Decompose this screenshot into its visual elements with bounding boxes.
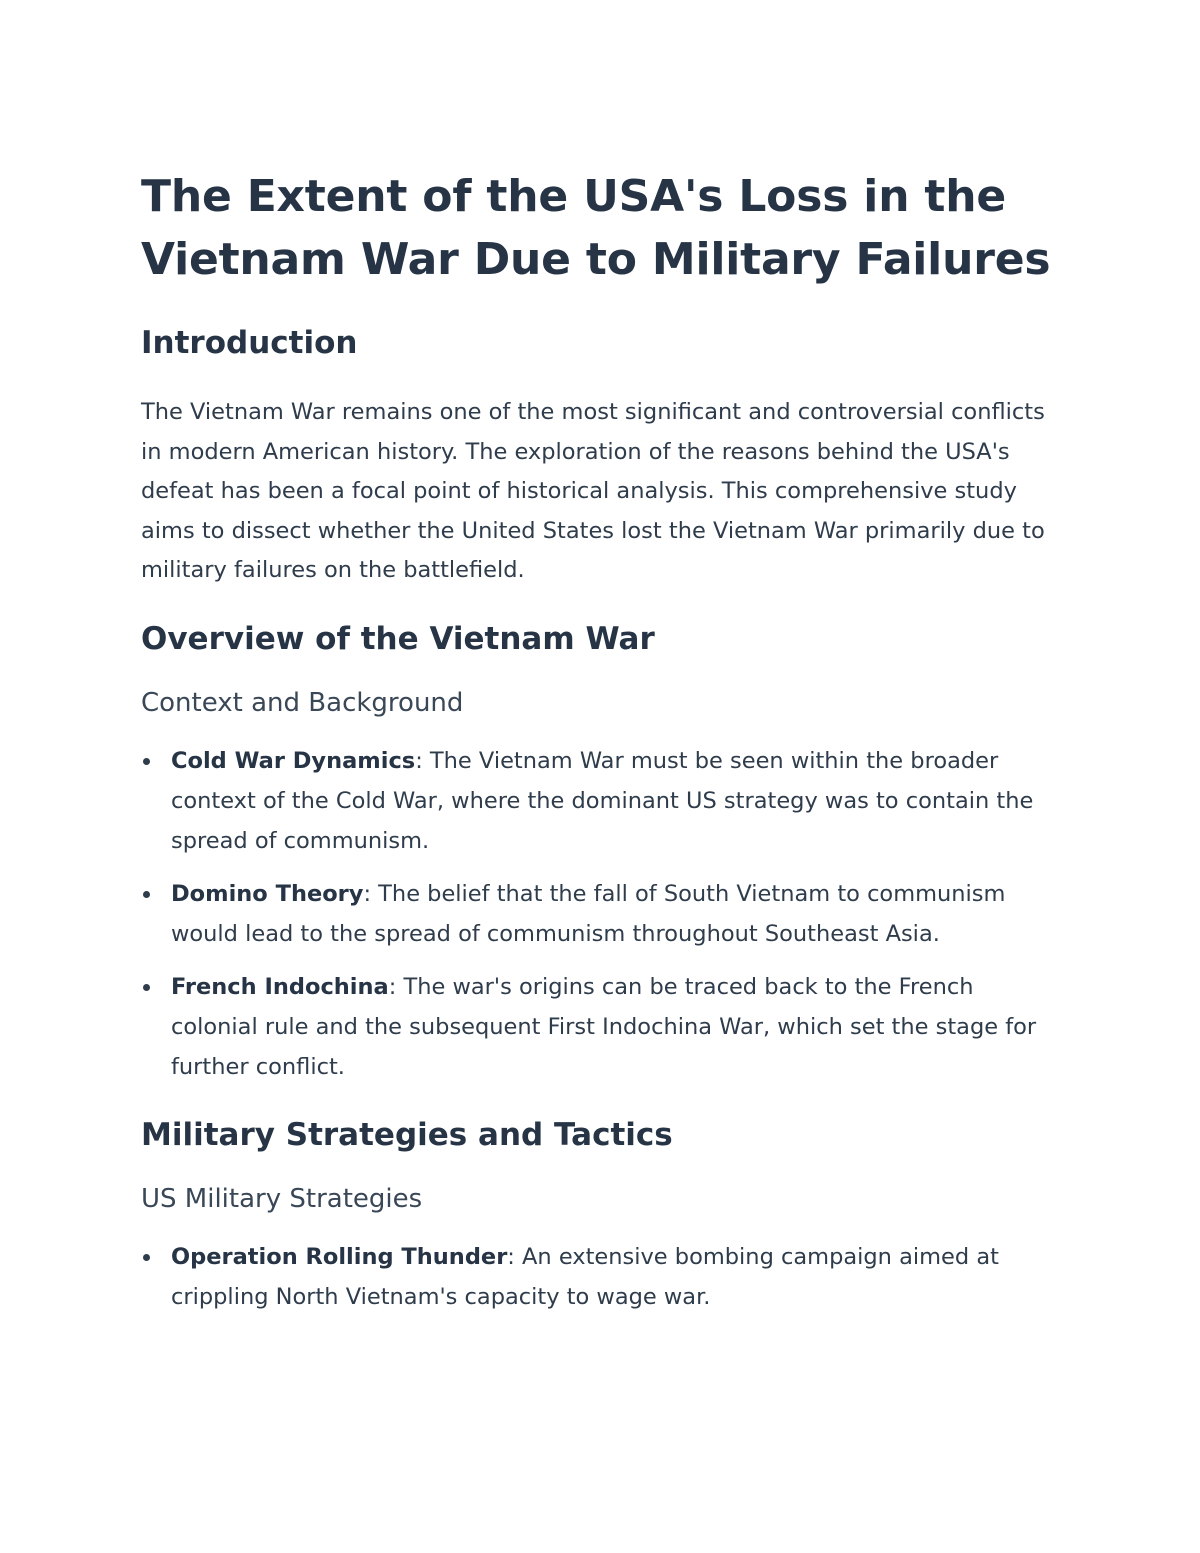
- list-item-text: : An extensive bombing campaign aimed at crippling North Vietnam's capacity to wage war.: [171, 1243, 999, 1310]
- list-item-term: Domino Theory: [171, 880, 364, 907]
- list-item-term: French Indochina: [171, 973, 389, 1000]
- list-item-text: : The war's origins can be traced back to the French colonial rule and the subsequent First Indochina War, which set the stage for further conflict.: [171, 973, 1037, 1080]
- list-item: [141, 741, 1066, 861]
- military-list: [141, 1237, 1066, 1317]
- bullet-icon: [143, 984, 150, 991]
- subheading-us-strategies: US Military Strategies: [141, 1183, 423, 1214]
- section-heading-military: Military Strategies and Tactics: [141, 1116, 673, 1153]
- bullet-icon: [143, 758, 150, 765]
- list-item-text: : The Vietnam War must be seen within the broader context of the Cold War, where the dominant US strategy was to contain the spread of communism.: [171, 747, 1034, 854]
- list-item-term: Operation Rolling Thunder: [171, 1243, 508, 1270]
- bullet-icon: [143, 891, 150, 898]
- list-item-text: : The belief that the fall of South Vietnam to communism would lead to the spread of communism throughout Southeast Asia.: [171, 880, 1006, 947]
- document-title: The Extent of the USA's Loss in the Vietnam War Due to Military Failures: [141, 171, 1051, 285]
- list-item: [141, 1237, 1066, 1317]
- list-item: [141, 874, 1066, 954]
- overview-list: [141, 741, 1066, 1087]
- section-heading-introduction: Introduction: [141, 325, 358, 361]
- bullet-icon: [143, 1254, 150, 1261]
- list-item: [141, 967, 1066, 1087]
- list-item-term: Cold War Dynamics: [171, 747, 416, 774]
- section-heading-overview: Overview of the Vietnam War: [141, 620, 655, 657]
- subheading-context: Context and Background: [141, 687, 464, 718]
- introduction-paragraph: The Vietnam War remains one of the most significant and controversial conflicts in modern American history. The exploration of the reasons behind the USA's defeat has been a focal point of historical analysis. This comprehensive study aims to dissect whether the United States lost the Vietnam War primarily due to military failures on the battlefield.: [141, 399, 1045, 583]
